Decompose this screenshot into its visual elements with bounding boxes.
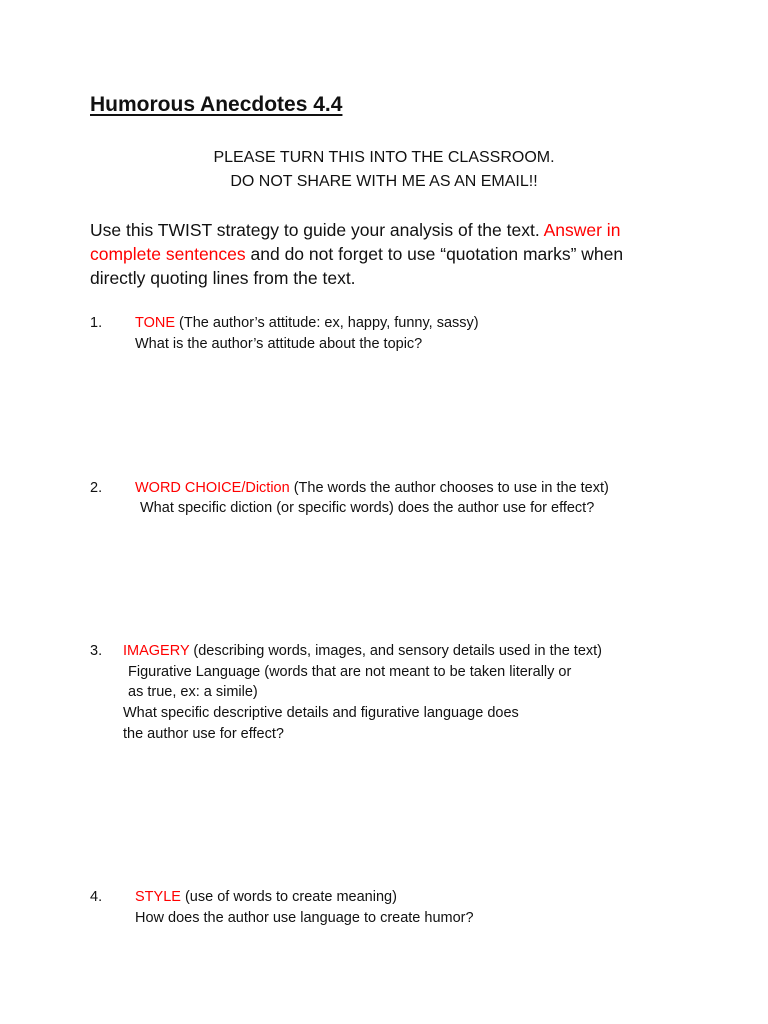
item-heading [123, 643, 602, 659]
item-question: the author use for effect? [123, 726, 284, 742]
item-line: Figurative Language (words that are not meant to be taken literally or [128, 664, 572, 680]
item-definition: (describing words, images, and sensory details used in the text) [189, 643, 603, 659]
page-title: Humorous Anecdotes 4.4 [90, 93, 343, 116]
notice-line-1: PLEASE TURN THIS INTO THE CLASSROOM. [213, 149, 555, 166]
item-term: IMAGERY [123, 643, 190, 659]
intro-text-2: and do not forget to use “quotation marks” when directly quoting lines from the text. [90, 244, 624, 288]
item-term: STYLE [135, 889, 181, 905]
notice-line-2: DO NOT SHARE WITH ME AS AN EMAIL!! [230, 173, 538, 190]
item-question: How does the author use language to create humor? [135, 910, 474, 926]
item-definition: (The author’s attitude: ex, happy, funny, sassy) [175, 315, 479, 331]
intro-highlight: Answer in complete sentences [90, 220, 621, 264]
item-heading [135, 315, 479, 331]
item-definition: (The words the author chooses to use in the text) [289, 480, 609, 496]
item-number: 4. [90, 889, 103, 905]
intro-text-1: Use this TWIST strategy to guide your analysis of the text. [90, 220, 544, 240]
item-definition: (use of words to create meaning) [180, 889, 397, 905]
item-number: 2. [90, 480, 103, 496]
item-term: WORD CHOICE/Diction [135, 480, 290, 496]
item-number: 3. [90, 643, 103, 659]
item-heading [135, 889, 397, 905]
item-line: as true, ex: a simile) [128, 684, 258, 700]
item-line: What specific descriptive details and figurative language does [123, 705, 519, 721]
intro-paragraph [90, 218, 650, 290]
item-number: 1. [90, 315, 103, 331]
item-question: What specific diction (or specific words) does the author use for effect? [140, 500, 595, 516]
item-heading [135, 480, 609, 496]
item-question: What is the author’s attitude about the topic? [135, 336, 423, 352]
item-term: TONE [135, 315, 176, 331]
